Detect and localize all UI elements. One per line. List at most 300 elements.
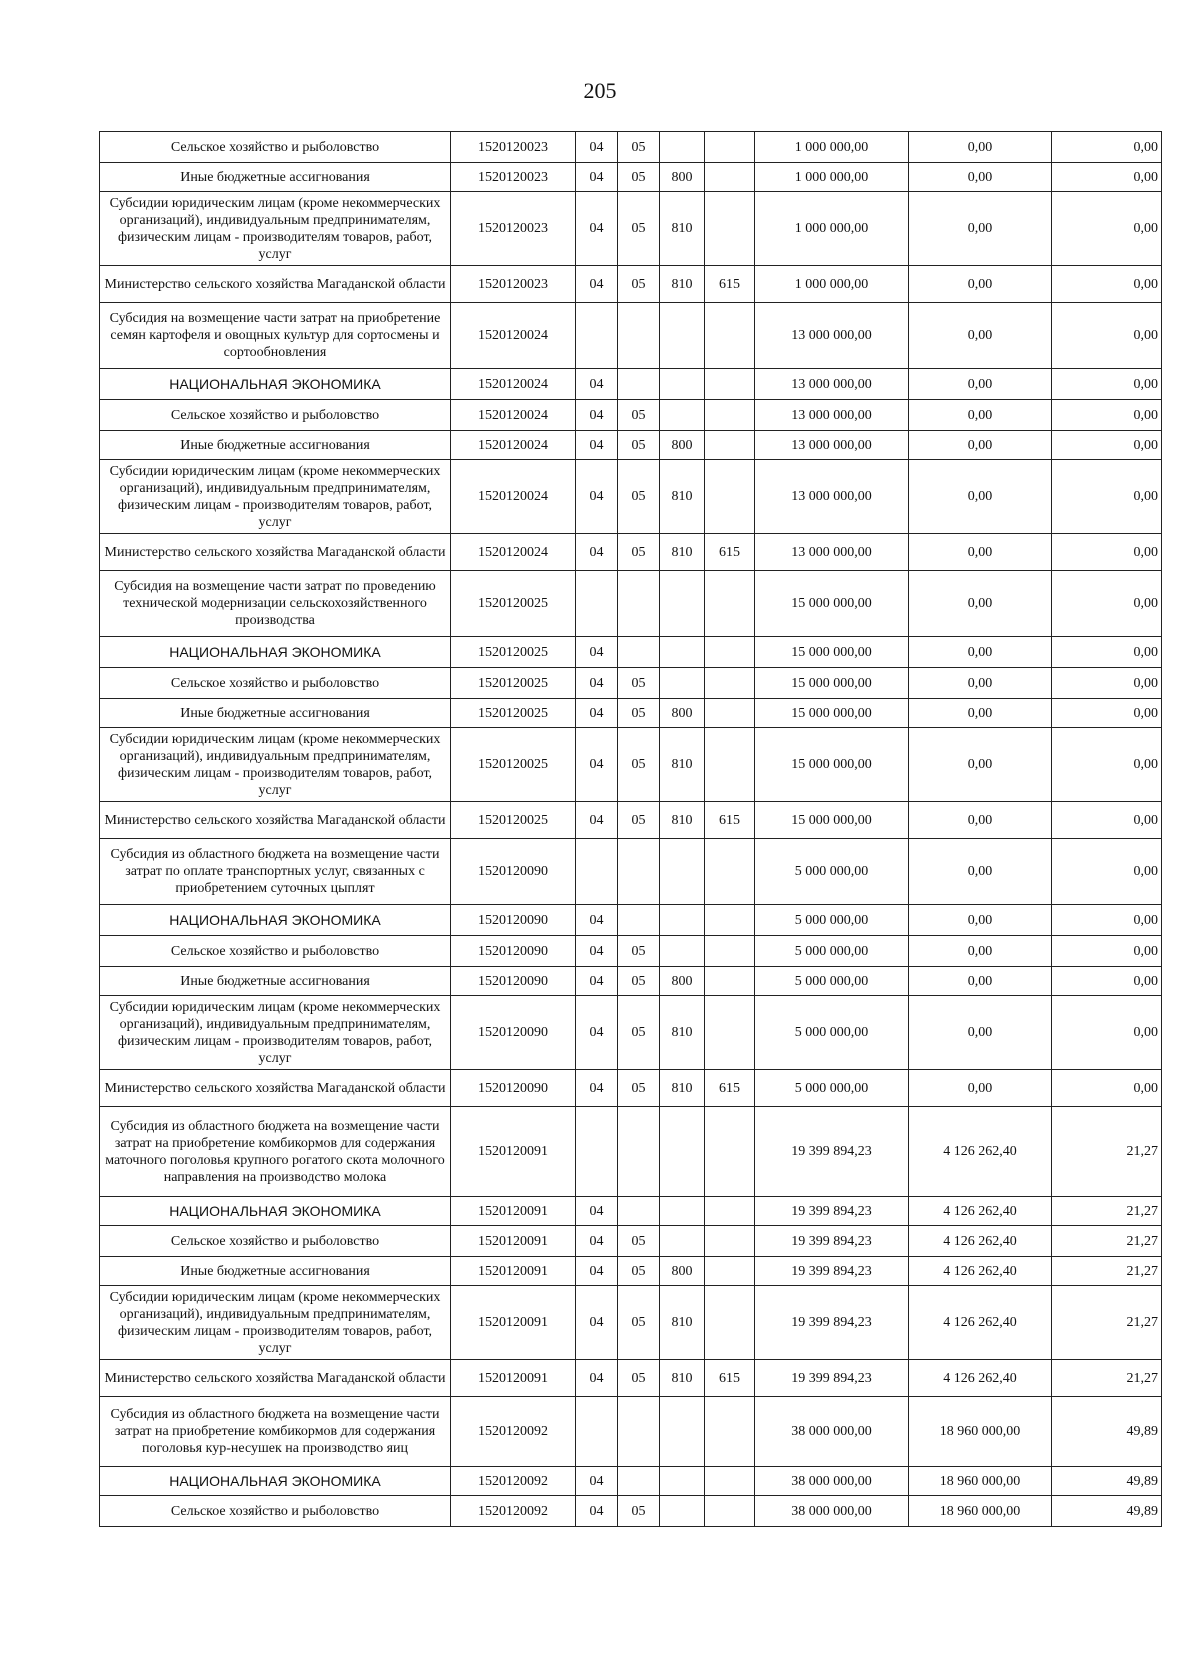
table-row <box>100 400 1162 431</box>
row-percent-cell: 0,00 <box>1052 802 1162 839</box>
table-row <box>100 699 1162 728</box>
row-percent-cell: 0,00 <box>1052 571 1162 637</box>
row-name-cell: Иные бюджетные ассигнования <box>100 1257 451 1286</box>
row-razdel-cell: 04 <box>576 369 618 400</box>
row-expense-type-cell <box>660 571 705 637</box>
row-expense-type-cell: 810 <box>660 460 705 534</box>
row-admin-code-cell <box>705 369 755 400</box>
row-admin-code-cell <box>705 1107 755 1197</box>
row-actual-amount-cell: 0,00 <box>909 369 1052 400</box>
row-admin-code-cell <box>705 431 755 460</box>
table-row <box>100 728 1162 802</box>
row-expense-type-cell <box>660 668 705 699</box>
row-admin-code-cell <box>705 1496 755 1527</box>
row-admin-code-cell: 615 <box>705 534 755 571</box>
row-admin-code-cell <box>705 192 755 266</box>
row-percent-cell: 0,00 <box>1052 534 1162 571</box>
row-razdel-cell: 04 <box>576 699 618 728</box>
row-plan-amount-cell: 15 000 000,00 <box>755 802 909 839</box>
row-admin-code-cell <box>705 728 755 802</box>
row-admin-code-cell <box>705 132 755 163</box>
row-actual-amount-cell: 0,00 <box>909 839 1052 905</box>
row-name-cell: Субсидии юридическим лицам (кроме некоммерческих организаций), индивидуальным предпринимателям, физическим лицам - производителям товаров, работ, услуг <box>100 1286 451 1360</box>
table-row <box>100 1467 1162 1496</box>
row-percent-cell: 0,00 <box>1052 400 1162 431</box>
row-name-cell: Иные бюджетные ассигнования <box>100 431 451 460</box>
row-actual-amount-cell: 0,00 <box>909 967 1052 996</box>
row-razdel-cell: 04 <box>576 668 618 699</box>
row-razdel-cell: 04 <box>576 1226 618 1257</box>
row-name-cell: НАЦИОНАЛЬНАЯ ЭКОНОМИКА <box>100 1197 451 1226</box>
row-actual-amount-cell: 0,00 <box>909 460 1052 534</box>
row-expense-type-cell: 800 <box>660 967 705 996</box>
row-code-cell: 1520120092 <box>451 1467 576 1496</box>
row-percent-cell: 0,00 <box>1052 967 1162 996</box>
row-razdel-cell: 04 <box>576 1197 618 1226</box>
table-row <box>100 534 1162 571</box>
row-podrazdel-cell <box>618 1107 660 1197</box>
row-expense-type-cell <box>660 400 705 431</box>
row-percent-cell: 0,00 <box>1052 936 1162 967</box>
row-expense-type-cell <box>660 303 705 369</box>
row-percent-cell: 0,00 <box>1052 996 1162 1070</box>
row-code-cell: 1520120025 <box>451 802 576 839</box>
table-row <box>100 1286 1162 1360</box>
row-admin-code-cell <box>705 967 755 996</box>
row-expense-type-cell: 810 <box>660 1286 705 1360</box>
row-percent-cell: 49,89 <box>1052 1496 1162 1527</box>
row-name-cell: Сельское хозяйство и рыболовство <box>100 936 451 967</box>
row-name-cell: Субсидии юридическим лицам (кроме некоммерческих организаций), индивидуальным предпринимателям, физическим лицам - производителям товаров, работ, услуг <box>100 728 451 802</box>
row-code-cell: 1520120023 <box>451 132 576 163</box>
row-plan-amount-cell: 19 399 894,23 <box>755 1257 909 1286</box>
table-row <box>100 571 1162 637</box>
row-plan-amount-cell: 15 000 000,00 <box>755 699 909 728</box>
row-name-cell: Министерство сельского хозяйства Магаданской области <box>100 534 451 571</box>
row-actual-amount-cell: 0,00 <box>909 668 1052 699</box>
row-expense-type-cell <box>660 1496 705 1527</box>
budget-table-body <box>100 132 1162 1527</box>
row-name-cell: НАЦИОНАЛЬНАЯ ЭКОНОМИКА <box>100 1467 451 1496</box>
table-row <box>100 163 1162 192</box>
row-name-cell: Министерство сельского хозяйства Магаданской области <box>100 1360 451 1397</box>
row-code-cell: 1520120091 <box>451 1286 576 1360</box>
row-admin-code-cell <box>705 1397 755 1467</box>
row-expense-type-cell: 810 <box>660 802 705 839</box>
row-code-cell: 1520120023 <box>451 163 576 192</box>
row-actual-amount-cell: 0,00 <box>909 163 1052 192</box>
row-plan-amount-cell: 38 000 000,00 <box>755 1496 909 1527</box>
row-expense-type-cell: 810 <box>660 996 705 1070</box>
row-actual-amount-cell: 0,00 <box>909 936 1052 967</box>
row-podrazdel-cell: 05 <box>618 400 660 431</box>
row-expense-type-cell <box>660 637 705 668</box>
row-plan-amount-cell: 5 000 000,00 <box>755 905 909 936</box>
table-row <box>100 192 1162 266</box>
row-podrazdel-cell: 05 <box>618 1257 660 1286</box>
row-plan-amount-cell: 19 399 894,23 <box>755 1197 909 1226</box>
row-admin-code-cell <box>705 936 755 967</box>
row-plan-amount-cell: 38 000 000,00 <box>755 1397 909 1467</box>
row-percent-cell: 0,00 <box>1052 668 1162 699</box>
row-name-cell: Субсидия из областного бюджета на возмещение части затрат на приобретение комбикормов для содержания маточного поголовья крупного рогатого скота молочного направления на производство молока <box>100 1107 451 1197</box>
row-podrazdel-cell: 05 <box>618 1286 660 1360</box>
row-percent-cell: 0,00 <box>1052 369 1162 400</box>
row-podrazdel-cell <box>618 1467 660 1496</box>
table-row <box>100 1257 1162 1286</box>
row-expense-type-cell: 810 <box>660 534 705 571</box>
row-plan-amount-cell: 13 000 000,00 <box>755 369 909 400</box>
row-admin-code-cell <box>705 839 755 905</box>
row-name-cell: Сельское хозяйство и рыболовство <box>100 400 451 431</box>
row-admin-code-cell <box>705 905 755 936</box>
row-name-cell: Субсидия на возмещение части затрат по проведению технической модернизации сельскохозяйственного производства <box>100 571 451 637</box>
row-code-cell: 1520120090 <box>451 1070 576 1107</box>
row-podrazdel-cell <box>618 303 660 369</box>
row-razdel-cell: 04 <box>576 460 618 534</box>
row-podrazdel-cell: 05 <box>618 1496 660 1527</box>
row-admin-code-cell <box>705 460 755 534</box>
page-number: 205 <box>583 78 617 103</box>
row-razdel-cell <box>576 839 618 905</box>
row-name-cell: Министерство сельского хозяйства Магаданской области <box>100 266 451 303</box>
row-admin-code-cell <box>705 303 755 369</box>
row-percent-cell: 21,27 <box>1052 1226 1162 1257</box>
row-razdel-cell: 04 <box>576 905 618 936</box>
row-percent-cell: 0,00 <box>1052 1070 1162 1107</box>
row-podrazdel-cell: 05 <box>618 1360 660 1397</box>
row-code-cell: 1520120024 <box>451 460 576 534</box>
row-razdel-cell: 04 <box>576 1070 618 1107</box>
row-actual-amount-cell: 4 126 262,40 <box>909 1226 1052 1257</box>
row-admin-code-cell <box>705 1286 755 1360</box>
table-row <box>100 905 1162 936</box>
row-name-cell: НАЦИОНАЛЬНАЯ ЭКОНОМИКА <box>100 637 451 668</box>
row-plan-amount-cell: 13 000 000,00 <box>755 400 909 431</box>
table-row <box>100 839 1162 905</box>
row-code-cell: 1520120091 <box>451 1107 576 1197</box>
row-actual-amount-cell: 0,00 <box>909 303 1052 369</box>
row-podrazdel-cell: 05 <box>618 967 660 996</box>
row-plan-amount-cell: 13 000 000,00 <box>755 534 909 571</box>
row-code-cell: 1520120025 <box>451 699 576 728</box>
row-percent-cell: 0,00 <box>1052 132 1162 163</box>
row-razdel-cell: 04 <box>576 431 618 460</box>
row-actual-amount-cell: 18 960 000,00 <box>909 1397 1052 1467</box>
row-razdel-cell: 04 <box>576 163 618 192</box>
row-code-cell: 1520120091 <box>451 1257 576 1286</box>
row-podrazdel-cell: 05 <box>618 668 660 699</box>
row-percent-cell: 0,00 <box>1052 839 1162 905</box>
row-actual-amount-cell: 0,00 <box>909 699 1052 728</box>
row-plan-amount-cell: 13 000 000,00 <box>755 303 909 369</box>
row-admin-code-cell <box>705 571 755 637</box>
row-podrazdel-cell <box>618 839 660 905</box>
row-expense-type-cell: 800 <box>660 431 705 460</box>
table-row <box>100 132 1162 163</box>
row-actual-amount-cell: 0,00 <box>909 400 1052 431</box>
row-admin-code-cell <box>705 637 755 668</box>
row-code-cell: 1520120090 <box>451 905 576 936</box>
row-admin-code-cell <box>705 996 755 1070</box>
row-actual-amount-cell: 4 126 262,40 <box>909 1257 1052 1286</box>
row-actual-amount-cell: 0,00 <box>909 905 1052 936</box>
row-expense-type-cell <box>660 905 705 936</box>
table-row <box>100 1360 1162 1397</box>
row-admin-code-cell <box>705 1226 755 1257</box>
row-code-cell: 1520120024 <box>451 303 576 369</box>
row-expense-type-cell <box>660 1197 705 1226</box>
row-name-cell: НАЦИОНАЛЬНАЯ ЭКОНОМИКА <box>100 369 451 400</box>
row-name-cell: Министерство сельского хозяйства Магаданской области <box>100 1070 451 1107</box>
row-podrazdel-cell: 05 <box>618 192 660 266</box>
row-podrazdel-cell: 05 <box>618 431 660 460</box>
row-code-cell: 1520120024 <box>451 534 576 571</box>
row-name-cell: Субсидия из областного бюджета на возмещение части затрат по оплате транспортных услуг, связанных с приобретением суточных цыплят <box>100 839 451 905</box>
row-code-cell: 1520120091 <box>451 1226 576 1257</box>
row-percent-cell: 0,00 <box>1052 303 1162 369</box>
row-name-cell: Субсидия из областного бюджета на возмещение части затрат на приобретение комбикормов для содержания поголовья кур-несушек на производство яиц <box>100 1397 451 1467</box>
row-actual-amount-cell: 0,00 <box>909 802 1052 839</box>
row-podrazdel-cell: 05 <box>618 936 660 967</box>
row-expense-type-cell <box>660 1107 705 1197</box>
table-row <box>100 936 1162 967</box>
row-razdel-cell: 04 <box>576 266 618 303</box>
row-name-cell: Субсидия на возмещение части затрат на приобретение семян картофеля и овощных культур для сортосмены и сортообновления <box>100 303 451 369</box>
row-razdel-cell: 04 <box>576 1286 618 1360</box>
row-admin-code-cell: 615 <box>705 1360 755 1397</box>
table-row <box>100 996 1162 1070</box>
row-actual-amount-cell: 0,00 <box>909 534 1052 571</box>
row-razdel-cell: 04 <box>576 637 618 668</box>
row-expense-type-cell: 810 <box>660 266 705 303</box>
row-plan-amount-cell: 5 000 000,00 <box>755 936 909 967</box>
row-percent-cell: 0,00 <box>1052 728 1162 802</box>
table-row <box>100 967 1162 996</box>
row-razdel-cell <box>576 1107 618 1197</box>
row-expense-type-cell <box>660 1397 705 1467</box>
row-razdel-cell <box>576 1397 618 1467</box>
row-actual-amount-cell: 4 126 262,40 <box>909 1360 1052 1397</box>
row-plan-amount-cell: 15 000 000,00 <box>755 668 909 699</box>
table-row <box>100 1197 1162 1226</box>
row-percent-cell: 0,00 <box>1052 431 1162 460</box>
row-code-cell: 1520120091 <box>451 1197 576 1226</box>
row-plan-amount-cell: 5 000 000,00 <box>755 967 909 996</box>
row-percent-cell: 21,27 <box>1052 1197 1162 1226</box>
row-plan-amount-cell: 19 399 894,23 <box>755 1360 909 1397</box>
row-name-cell: Иные бюджетные ассигнования <box>100 699 451 728</box>
row-expense-type-cell: 810 <box>660 192 705 266</box>
row-actual-amount-cell: 0,00 <box>909 192 1052 266</box>
row-code-cell: 1520120024 <box>451 369 576 400</box>
table-row <box>100 668 1162 699</box>
row-name-cell: Сельское хозяйство и рыболовство <box>100 132 451 163</box>
row-razdel-cell: 04 <box>576 936 618 967</box>
row-actual-amount-cell: 18 960 000,00 <box>909 1467 1052 1496</box>
row-podrazdel-cell: 05 <box>618 996 660 1070</box>
row-podrazdel-cell: 05 <box>618 802 660 839</box>
table-row <box>100 431 1162 460</box>
row-percent-cell: 0,00 <box>1052 905 1162 936</box>
row-podrazdel-cell: 05 <box>618 1070 660 1107</box>
row-name-cell: Иные бюджетные ассигнования <box>100 967 451 996</box>
row-admin-code-cell <box>705 1257 755 1286</box>
row-razdel-cell: 04 <box>576 192 618 266</box>
row-code-cell: 1520120090 <box>451 936 576 967</box>
row-plan-amount-cell: 19 399 894,23 <box>755 1107 909 1197</box>
row-code-cell: 1520120024 <box>451 400 576 431</box>
row-actual-amount-cell: 0,00 <box>909 996 1052 1070</box>
table-row <box>100 1496 1162 1527</box>
row-percent-cell: 0,00 <box>1052 460 1162 534</box>
row-razdel-cell: 04 <box>576 1467 618 1496</box>
table-row <box>100 637 1162 668</box>
table-row <box>100 303 1162 369</box>
row-admin-code-cell: 615 <box>705 802 755 839</box>
row-razdel-cell: 04 <box>576 967 618 996</box>
row-code-cell: 1520120090 <box>451 996 576 1070</box>
row-plan-amount-cell: 13 000 000,00 <box>755 460 909 534</box>
row-razdel-cell: 04 <box>576 400 618 431</box>
table-row <box>100 1226 1162 1257</box>
row-code-cell: 1520120024 <box>451 431 576 460</box>
row-name-cell: Иные бюджетные ассигнования <box>100 163 451 192</box>
row-name-cell: Сельское хозяйство и рыболовство <box>100 668 451 699</box>
row-admin-code-cell: 615 <box>705 266 755 303</box>
row-code-cell: 1520120091 <box>451 1360 576 1397</box>
row-razdel-cell: 04 <box>576 1496 618 1527</box>
row-podrazdel-cell: 05 <box>618 1226 660 1257</box>
row-expense-type-cell: 810 <box>660 1070 705 1107</box>
row-percent-cell: 0,00 <box>1052 266 1162 303</box>
row-code-cell: 1520120090 <box>451 967 576 996</box>
row-razdel-cell: 04 <box>576 1257 618 1286</box>
row-actual-amount-cell: 4 126 262,40 <box>909 1286 1052 1360</box>
table-row <box>100 369 1162 400</box>
table-row <box>100 1397 1162 1467</box>
row-name-cell: Субсидии юридическим лицам (кроме некоммерческих организаций), индивидуальным предпринимателям, физическим лицам - производителям товаров, работ, услуг <box>100 460 451 534</box>
row-podrazdel-cell <box>618 905 660 936</box>
row-razdel-cell: 04 <box>576 132 618 163</box>
row-actual-amount-cell: 0,00 <box>909 637 1052 668</box>
row-plan-amount-cell: 15 000 000,00 <box>755 728 909 802</box>
table-row <box>100 802 1162 839</box>
row-podrazdel-cell: 05 <box>618 266 660 303</box>
row-razdel-cell <box>576 303 618 369</box>
row-razdel-cell: 04 <box>576 1360 618 1397</box>
row-actual-amount-cell: 0,00 <box>909 571 1052 637</box>
row-name-cell: Субсидии юридическим лицам (кроме некоммерческих организаций), индивидуальным предпринимателям, физическим лицам - производителям товаров, работ, услуг <box>100 192 451 266</box>
row-actual-amount-cell: 4 126 262,40 <box>909 1197 1052 1226</box>
row-expense-type-cell <box>660 1226 705 1257</box>
row-razdel-cell: 04 <box>576 728 618 802</box>
row-percent-cell: 21,27 <box>1052 1107 1162 1197</box>
row-podrazdel-cell: 05 <box>618 534 660 571</box>
row-admin-code-cell <box>705 1197 755 1226</box>
table-row <box>100 1107 1162 1197</box>
row-admin-code-cell <box>705 1467 755 1496</box>
row-plan-amount-cell: 1 000 000,00 <box>755 192 909 266</box>
row-podrazdel-cell <box>618 1197 660 1226</box>
row-podrazdel-cell: 05 <box>618 163 660 192</box>
row-podrazdel-cell <box>618 637 660 668</box>
row-percent-cell: 21,27 <box>1052 1360 1162 1397</box>
row-actual-amount-cell: 4 126 262,40 <box>909 1107 1052 1197</box>
row-name-cell: Сельское хозяйство и рыболовство <box>100 1496 451 1527</box>
row-percent-cell: 21,27 <box>1052 1286 1162 1360</box>
row-actual-amount-cell: 0,00 <box>909 431 1052 460</box>
budget-table <box>99 131 1162 1527</box>
row-expense-type-cell: 800 <box>660 1257 705 1286</box>
row-plan-amount-cell: 1 000 000,00 <box>755 163 909 192</box>
row-plan-amount-cell: 38 000 000,00 <box>755 1467 909 1496</box>
row-plan-amount-cell: 5 000 000,00 <box>755 1070 909 1107</box>
row-admin-code-cell <box>705 699 755 728</box>
row-razdel-cell: 04 <box>576 996 618 1070</box>
row-code-cell: 1520120025 <box>451 571 576 637</box>
row-plan-amount-cell: 1 000 000,00 <box>755 266 909 303</box>
row-percent-cell: 0,00 <box>1052 163 1162 192</box>
row-podrazdel-cell: 05 <box>618 699 660 728</box>
row-expense-type-cell <box>660 369 705 400</box>
row-actual-amount-cell: 18 960 000,00 <box>909 1496 1052 1527</box>
row-plan-amount-cell: 19 399 894,23 <box>755 1286 909 1360</box>
table-row <box>100 460 1162 534</box>
row-expense-type-cell <box>660 1467 705 1496</box>
row-podrazdel-cell: 05 <box>618 728 660 802</box>
row-percent-cell: 21,27 <box>1052 1257 1162 1286</box>
row-percent-cell: 49,89 <box>1052 1467 1162 1496</box>
row-plan-amount-cell: 13 000 000,00 <box>755 431 909 460</box>
row-code-cell: 1520120092 <box>451 1397 576 1467</box>
row-admin-code-cell: 615 <box>705 1070 755 1107</box>
row-actual-amount-cell: 0,00 <box>909 1070 1052 1107</box>
row-percent-cell: 0,00 <box>1052 637 1162 668</box>
table-row <box>100 266 1162 303</box>
row-plan-amount-cell: 5 000 000,00 <box>755 839 909 905</box>
row-expense-type-cell: 800 <box>660 699 705 728</box>
row-percent-cell: 49,89 <box>1052 1397 1162 1467</box>
row-razdel-cell <box>576 571 618 637</box>
row-percent-cell: 0,00 <box>1052 192 1162 266</box>
row-plan-amount-cell: 15 000 000,00 <box>755 637 909 668</box>
row-name-cell: Субсидии юридическим лицам (кроме некоммерческих организаций), индивидуальным предпринимателям, физическим лицам - производителям товаров, работ, услуг <box>100 996 451 1070</box>
row-admin-code-cell <box>705 400 755 431</box>
row-name-cell: Министерство сельского хозяйства Магаданской области <box>100 802 451 839</box>
row-code-cell: 1520120092 <box>451 1496 576 1527</box>
row-plan-amount-cell: 1 000 000,00 <box>755 132 909 163</box>
row-code-cell: 1520120023 <box>451 266 576 303</box>
row-actual-amount-cell: 0,00 <box>909 132 1052 163</box>
row-expense-type-cell: 810 <box>660 1360 705 1397</box>
row-expense-type-cell <box>660 936 705 967</box>
row-expense-type-cell: 810 <box>660 728 705 802</box>
row-code-cell: 1520120023 <box>451 192 576 266</box>
row-code-cell: 1520120025 <box>451 728 576 802</box>
row-code-cell: 1520120025 <box>451 637 576 668</box>
row-actual-amount-cell: 0,00 <box>909 728 1052 802</box>
row-expense-type-cell <box>660 132 705 163</box>
row-podrazdel-cell <box>618 1397 660 1467</box>
row-admin-code-cell <box>705 668 755 699</box>
row-podrazdel-cell <box>618 369 660 400</box>
row-name-cell: Сельское хозяйство и рыболовство <box>100 1226 451 1257</box>
row-razdel-cell: 04 <box>576 534 618 571</box>
row-expense-type-cell <box>660 839 705 905</box>
row-plan-amount-cell: 5 000 000,00 <box>755 996 909 1070</box>
row-plan-amount-cell: 19 399 894,23 <box>755 1226 909 1257</box>
